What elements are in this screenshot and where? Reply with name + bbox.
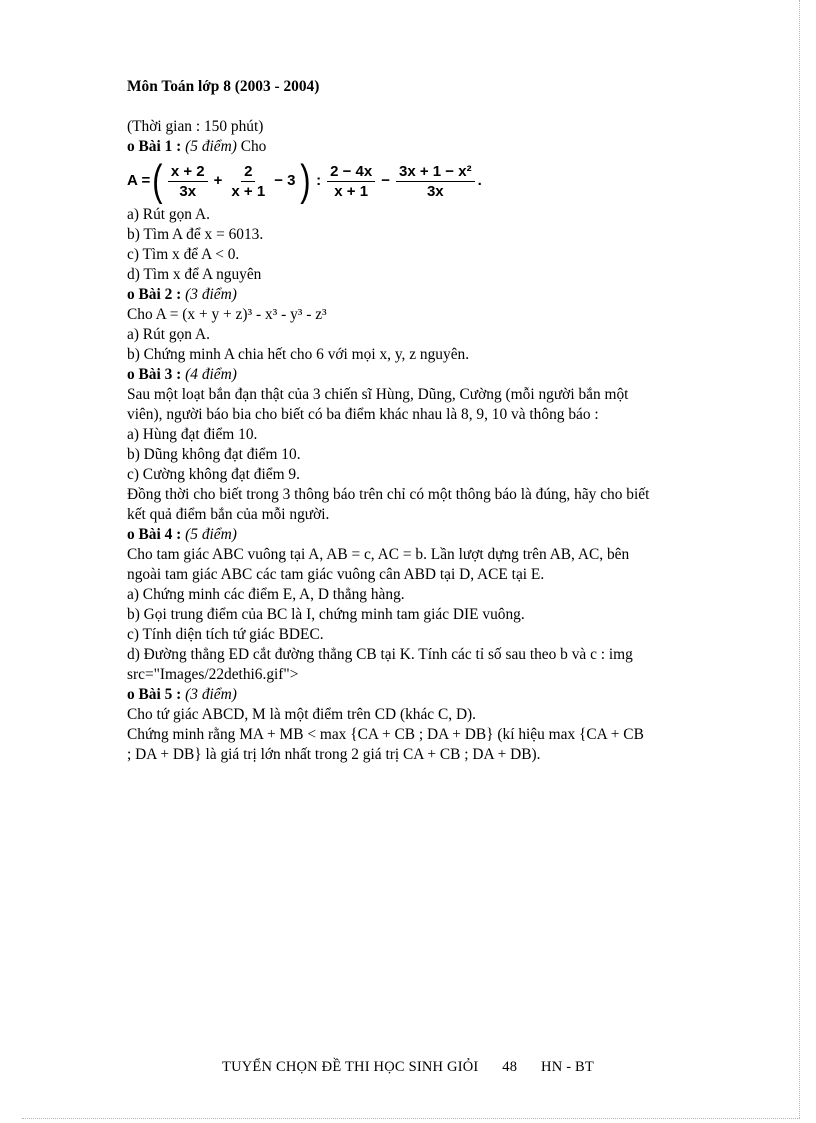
bai4-label: o Bài 4 :: [127, 526, 182, 543]
footer-right: HN - BT: [541, 1059, 594, 1075]
bai1-item: b) Tìm A để x = 6013.: [127, 226, 264, 243]
bai5-label: o Bài 5 :: [127, 686, 182, 703]
bai3-label: o Bài 3 :: [127, 366, 182, 383]
fraction-3-numerator: 2 − 4x: [327, 163, 375, 182]
document-body: [127, 77, 737, 765]
bai1-item: c) Tìm x để A < 0.: [127, 246, 240, 263]
bai5-heading: [127, 685, 737, 705]
bai3-points: (4 điểm): [185, 366, 237, 383]
bai3-intro: viên), người báo bia cho biết có ba điểm khác nhau là 8, 9, 10 và thông báo :: [127, 406, 599, 423]
bai4-item: b) Gọi trung điểm của BC là I, chứng minh tam giác DIE vuông.: [127, 606, 525, 623]
bai1-tail: Cho: [236, 138, 267, 155]
formula-fraction-3: [327, 163, 375, 200]
bai2-intro: Cho A = (x + y + z)³ - x³ - y³ - z³: [127, 306, 327, 323]
bai1-label: o Bài 1 :: [127, 138, 182, 155]
bai2-label: o Bài 2 :: [127, 286, 182, 303]
bai1-item: d) Tìm x để A nguyên: [127, 266, 262, 283]
formula-period: .: [477, 172, 482, 189]
footer-page-number: 48: [502, 1059, 518, 1075]
fraction-2-numerator: 2: [241, 163, 255, 182]
fraction-4-numerator: 3x + 1 − x²: [396, 163, 475, 182]
formula-minus-3: − 3: [274, 172, 296, 189]
bai3-item: b) Dũng không đạt điểm 10.: [127, 446, 301, 463]
bai3-heading: [127, 365, 737, 385]
bai3-intro: Sau một loạt bắn đạn thật của 3 chiến sĩ Hùng, Dũng, Cường (mỗi người bắn một: [127, 386, 629, 403]
page-border-bottom: [22, 1118, 800, 1119]
formula-lhs: A =: [127, 172, 151, 189]
bai4-points: (5 điểm): [185, 526, 237, 543]
fraction-4-denominator: 3x: [426, 182, 444, 200]
formula-fraction-2: [228, 163, 268, 200]
bai4-intro: Cho tam giác ABC vuông tại A, AB = c, AC = b. Lần lượt dựng trên AB, AC, bên: [127, 546, 630, 563]
bai4-item: a) Chứng minh các điểm E, A, D thẳng hàng.: [127, 586, 405, 603]
bai2-heading: [127, 285, 737, 305]
fraction-1-denominator: 3x: [179, 182, 197, 200]
page-footer: [0, 1059, 816, 1076]
bai3-item: c) Cường không đạt điểm 9.: [127, 466, 300, 483]
bai1-item: a) Rút gọn A.: [127, 206, 210, 223]
bai3-outro: Đồng thời cho biết trong 3 thông báo trên chỉ có một thông báo là đúng, hãy cho biết: [127, 486, 650, 503]
bai2-item: a) Rút gọn A.: [127, 326, 210, 343]
formula-fraction-1: [168, 163, 208, 200]
fraction-2-denominator: x + 1: [231, 182, 266, 200]
bai1-formula: [127, 157, 737, 205]
fraction-3-denominator: x + 1: [334, 182, 369, 200]
bai5-points: (3 điểm): [185, 686, 237, 703]
bai4-intro: ngoài tam giác ABC các tam giác vuông cân ABD tại D, ACE tại E.: [127, 566, 545, 583]
formula-fraction-4: [396, 163, 475, 200]
bai2-item: b) Chứng minh A chia hết cho 6 với mọi x, y, z nguyên.: [127, 346, 470, 363]
bai4-item: d) Đường thẳng ED cắt đường thẳng CB tại K. Tính các tỉ số sau theo b và c : img: [127, 646, 633, 663]
bai3-outro: kết quả điểm bắn của mỗi người.: [127, 506, 330, 523]
document-title: Môn Toán lớp 8 (2003 - 2004): [127, 78, 320, 95]
page-border-right: [799, 0, 800, 1118]
formula-colon: :: [316, 172, 322, 189]
bai1-heading: [127, 137, 737, 157]
time-note: (Thời gian : 150 phút): [127, 118, 264, 135]
bai2-points: (3 điểm): [185, 286, 237, 303]
formula-minus: −: [381, 172, 391, 189]
bai5-line: Cho tứ giác ABCD, M là một điểm trên CD (khác C, D).: [127, 706, 477, 723]
bai3-item: a) Hùng đạt điểm 10.: [127, 426, 258, 443]
footer-title: TUYỂN CHỌN ĐỀ THI HỌC SINH GIỎI: [222, 1059, 479, 1075]
fraction-1-numerator: x + 2: [168, 163, 208, 182]
formula-paren-left: (: [152, 156, 163, 205]
bai4-item: c) Tính diện tích tứ giác BDEC.: [127, 626, 324, 643]
formula-paren-right: ): [300, 156, 311, 205]
bai4-heading: [127, 525, 737, 545]
bai4-item: src="Images/22dethi6.gif">: [127, 666, 299, 683]
formula-plus: +: [213, 172, 223, 189]
bai1-points: (5 điểm): [185, 138, 237, 155]
bai5-line: Chứng minh rằng MA + MB < max {CA + CB ; DA + DB} (kí hiệu max {CA + CB: [127, 726, 644, 743]
bai5-line: ; DA + DB} là giá trị lớn nhất trong 2 giá trị CA + CB ; DA + DB).: [127, 746, 541, 763]
